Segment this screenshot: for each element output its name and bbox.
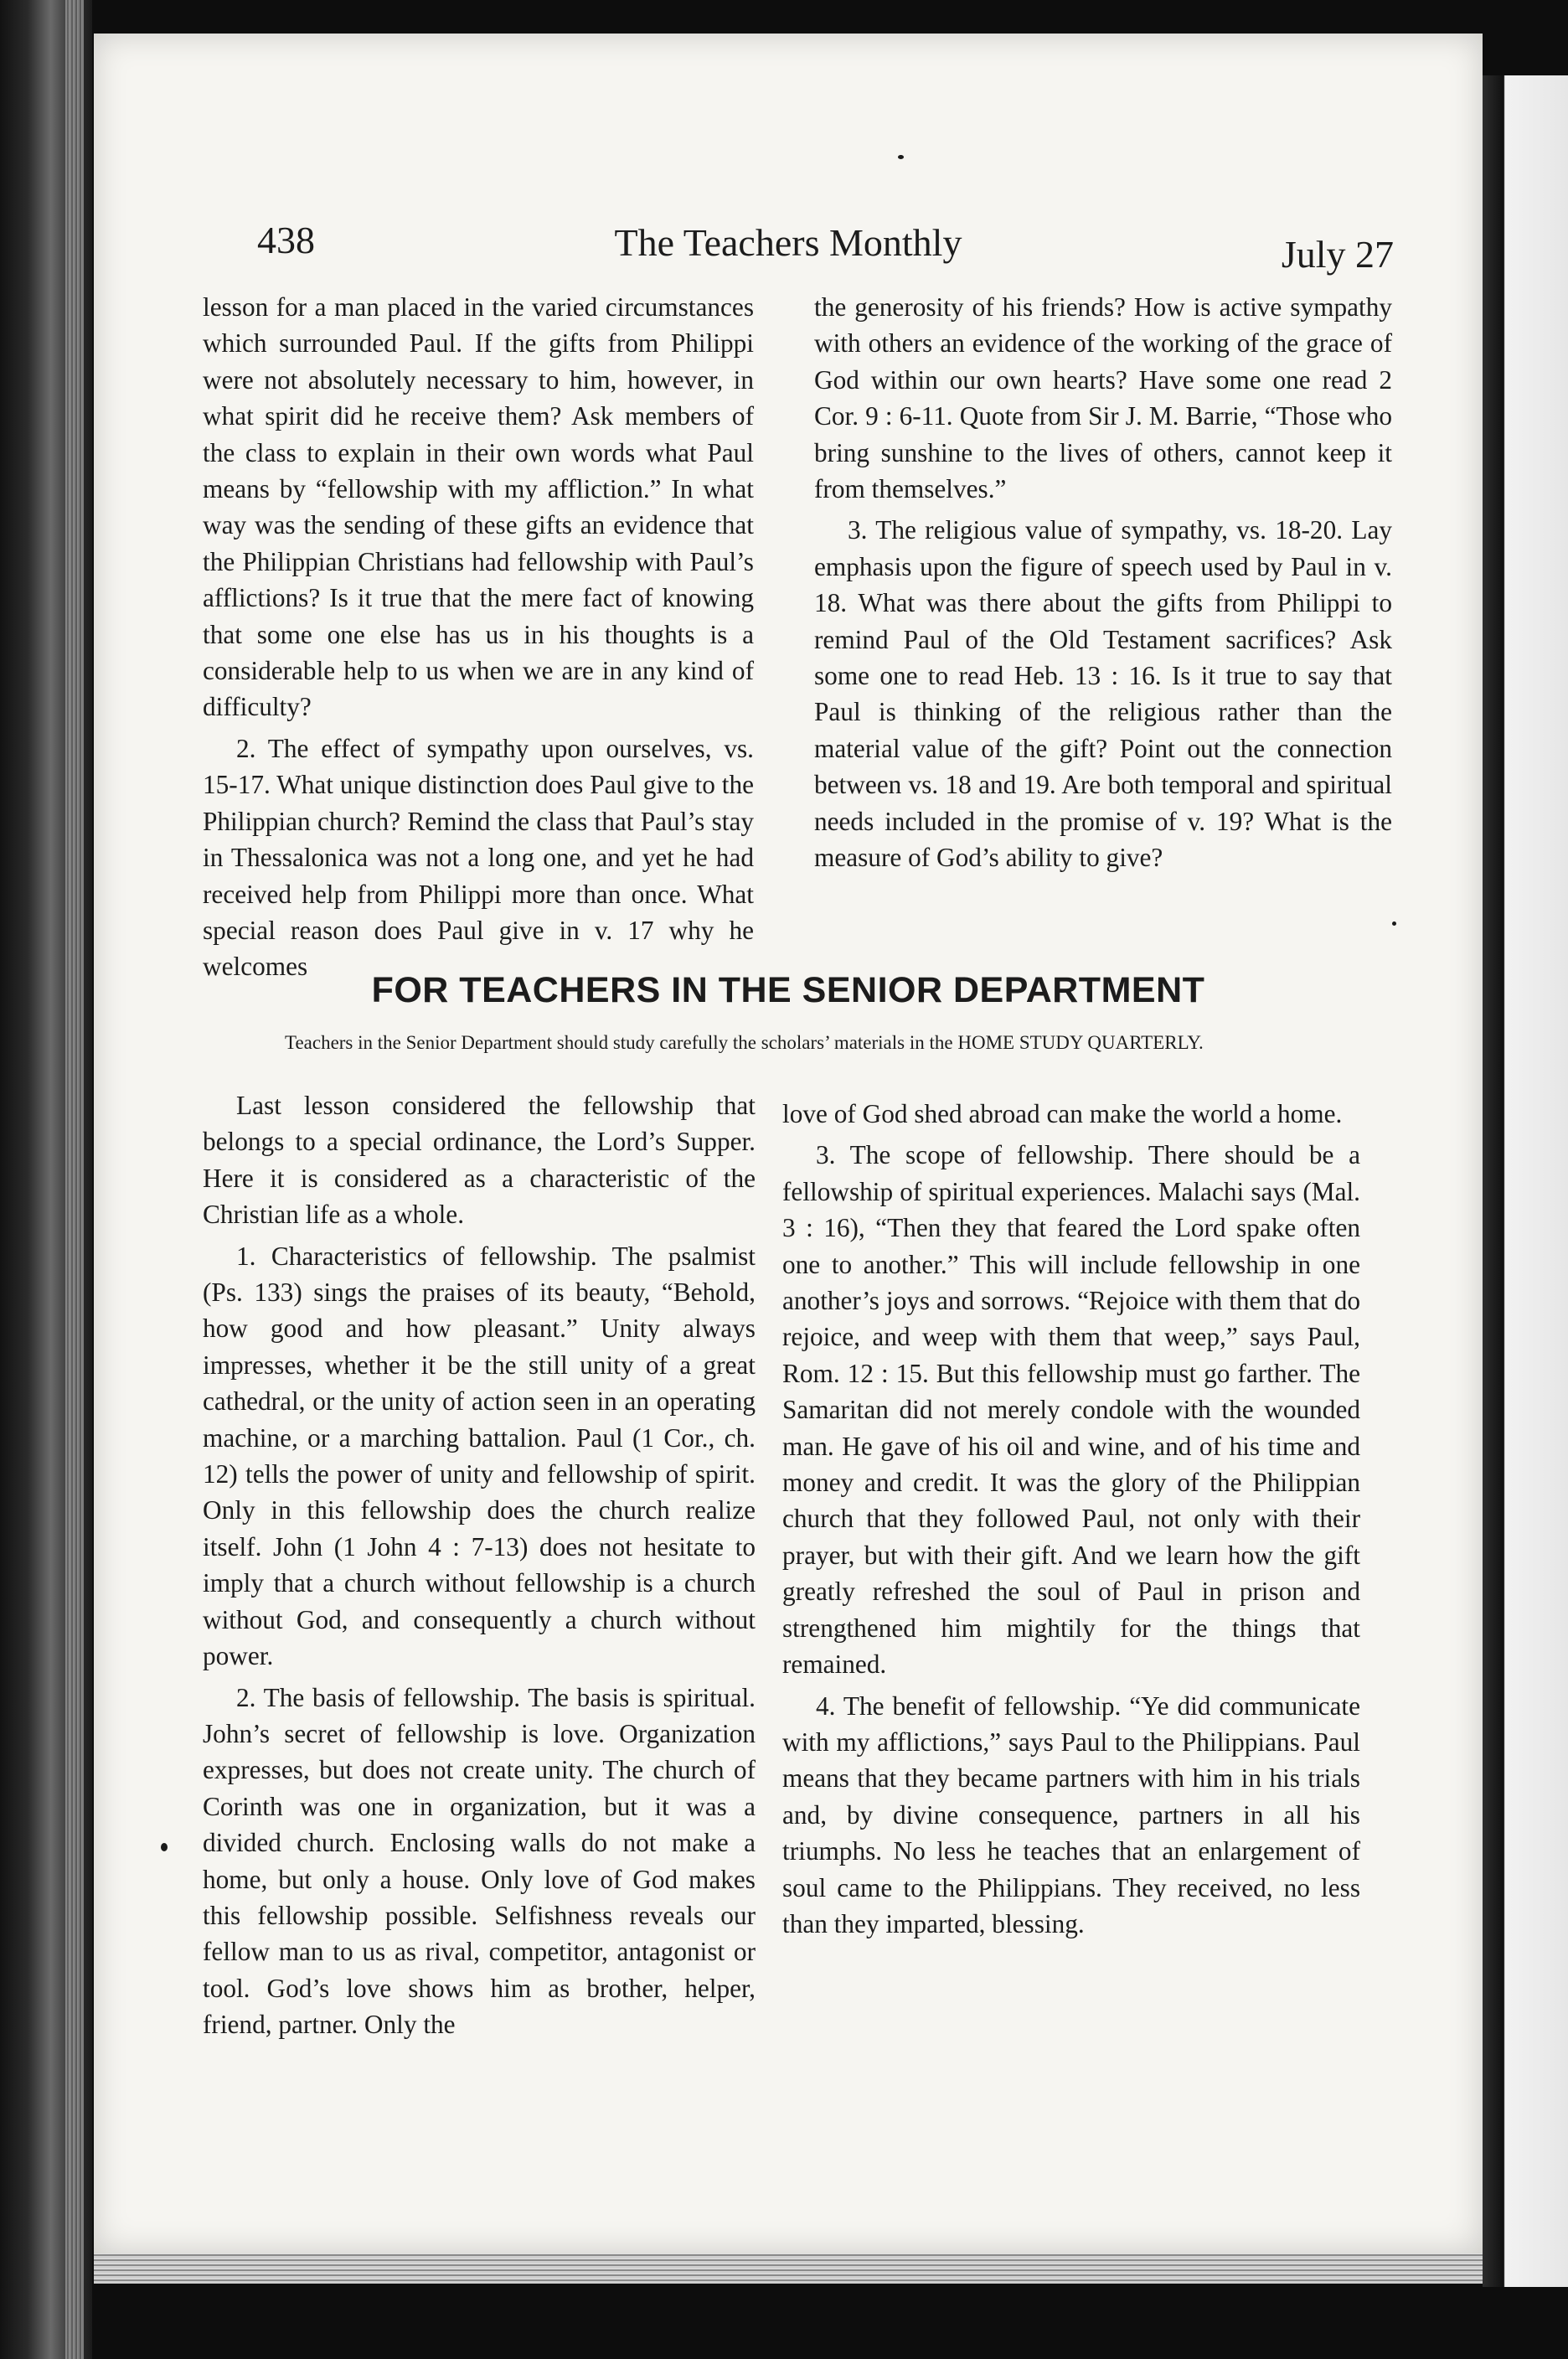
paragraph: 2. The basis of fellowship. The basis is spiritual. John’s secret of fellowship is love. Organization expresses, but does not create unity. The church of Corinth was one in organization, but it was a divided church. Enclosing walls do not make a home, but only a house. Only love of God makes this fellowship possible. Selfishness reveals our fellow man to us as rival, competitor, antagonist or tool. God’s love shows him as brother, helper, friend, partner. Only the xyxy=(203,1682,756,2040)
top-right-column xyxy=(814,289,1392,876)
section-heading: FOR TEACHERS IN THE SENIOR DEPARTMENT xyxy=(371,970,1205,1010)
journal-title: The Teachers Monthly xyxy=(614,221,962,264)
paragraph: 2. The effect of sympathy upon ourselves, vs. 15-17. What unique distinction does Paul give to the Philippian church? Remind the class that Paul’s stay in Thessalonica was not a long one, and yet he had received help from Philippi more than once. What special reason does Paul give in v. 17 why he welcomes xyxy=(203,733,754,982)
book-binding-left xyxy=(0,0,92,2359)
book-page xyxy=(94,34,1483,2253)
paragraph: 1. Characteristics of fellowship. The psalmist (Ps. 133) sings the praises of its beauty, “Behold, how good and how pleasant.” Unity always impresses, whether it be the still unity of a great cathedral, or the unity of action seen in an operating machine, or a marching battalion. Paul (1 Cor., ch. 12) tells the power of unity and fellowship of spirit. Only in this fellowship does the church realize itself. John (1 John 4 : 7-13) does not hesitate to imply that a church without fellowship is a church without God, and consequently a church without power. xyxy=(203,1241,756,1671)
paragraph: lesson for a man placed in the varied circumstances which surrounded Paul. If the gifts from Philippi were not absolutely necessary to him, however, in what spirit did he receive them? Ask members of the class to explain in their own words what Paul means by “fellowship with my affliction.” In what way was the sending of these gifts an evidence that the Philippian Christians had fellowship with Paul’s afflictions? Is it true that the mere fact of knowing that some one else has us in his thoughts is a considerable help to us when we are in any kind of difficulty? xyxy=(203,292,754,722)
bottom-right-column xyxy=(782,1096,1360,1942)
section-note: Teachers in the Senior Department should study carefully the scholars’ materials in the HOME STUDY QUARTERLY. xyxy=(285,1032,1204,1053)
printer-mark xyxy=(898,155,904,159)
top-left-column xyxy=(203,289,754,985)
page-stack-edge xyxy=(94,2253,1483,2284)
paragraph: love of God shed abroad can make the world a home. xyxy=(782,1099,1343,1128)
book-edge-right xyxy=(1483,75,1568,2287)
paragraph: the generosity of his friends? How is active sympathy with others an evidence of the working of the grace of God within our own hearts? Have some one read 2 Cor. 9 : 6-11. Quote from Sir J. M. Barrie, “Those who bring sunshine to the lives of others, cannot keep it from themselves.” xyxy=(814,292,1392,504)
running-header xyxy=(94,180,1483,276)
paragraph: 4. The benefit of fellowship. “Ye did communicate with my afflictions,” says Paul to the Philippians. Paul means that they became partners with him in his trials and, by divine consequence, partners in all his triumphs. No less he teaches that an enlargement of soul came to the Philippians. They received, no less than they imparted, blessing. xyxy=(782,1691,1360,1938)
bottom-left-column xyxy=(203,1087,756,2043)
printer-mark xyxy=(1392,921,1396,926)
issue-date: July 27 xyxy=(1281,233,1394,276)
page-number: 438 xyxy=(257,219,315,261)
paragraph: 3. The scope of fellowship. There should be a fellowship of spiritual experiences. Malachi says (Mal. 3 : 16), “Then they that feared the Lord spake often one to another.” This will include fellowship in one another’s joys and sorrows. “Rejoice with them that do rejoice, and weep with them that weep,” says Paul, Rom. 12 : 15. But this fellowship must go farther. The Samaritan did not merely condole with the wounded man. He gave of his oil and wine, and of his time and money and credit. It was the glory of the Philippian church that they followed Paul, not only with their prayer, but with their gift. And we learn how the gift greatly refreshed the soul of Paul in prison and strengthened him mightily for the things that remained. xyxy=(782,1140,1360,1680)
paragraph: Last lesson considered the fellowship that belongs to a special ordinance, the Lord’s Supper. Here it is considered as a characteristic of the Christian life as a whole. xyxy=(203,1091,756,1230)
printer-mark xyxy=(161,1843,168,1851)
paragraph: 3. The religious value of sympathy, vs. 18-20. Lay emphasis upon the figure of speech used by Paul in v. 18. What was there about the gifts from Philippi to remind Paul of the Old Testament sacrifices? Ask some one to read Heb. 13 : 16. Is it true to say that Paul is thinking of the religious rather than the material value of the gift? Point out the connection between vs. 18 and 19. Are both temporal and spiritual needs included in the promise of v. 19? What is the measure of God’s ability to give? xyxy=(814,515,1392,873)
